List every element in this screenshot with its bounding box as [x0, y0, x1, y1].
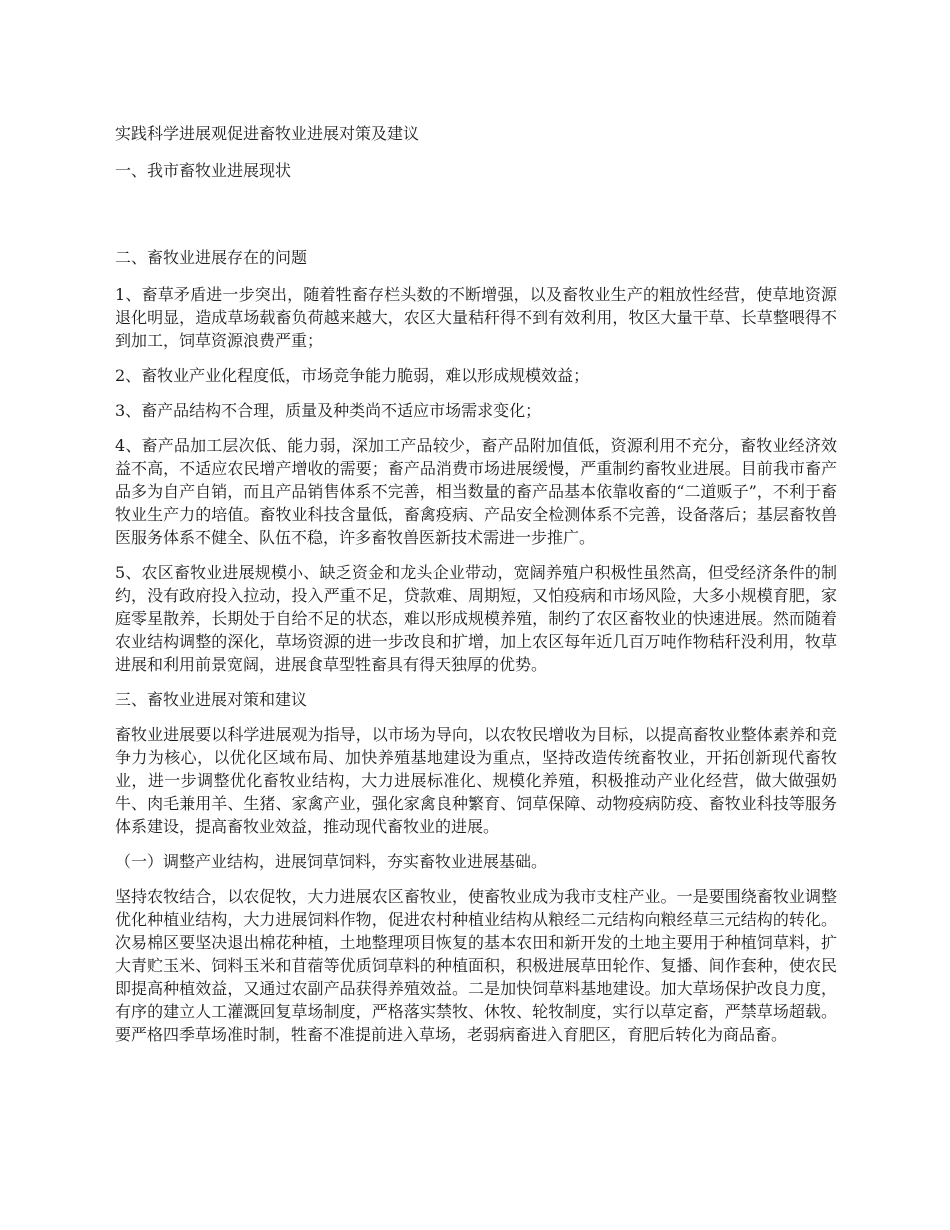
subsection-1-body-paragraph: 坚持农牧结合，以农促牧，大力进展农区畜牧业，使畜牧业成为我市支柱产业。一是要围绕畜牧业调整优化种植业结构，大力进展饲料作物，促进农村种植业结构从粮经二元结构向粮经草三元结构的转化。次易棉区要坚决退出棉花种植，土地整理项目恢复的基本农田和新开发的土地主要用于种植饲草料，扩大青贮玉米、饲料玉米和苜蓿等优质饲草料的种植面积，积极进展草田轮作、复播、间作套种，使农民即提高种植效益，又通过农副产品获得养殖效益。二是加快饲草料基地建设。加大草场保护改良力度，有序的建立人工灌溉回复草场制度，严格落实禁牧、休牧、轮牧制度，实行以草定畜，严禁草场超载。要严格四季草场准时制，牲畜不准提前进入草场，老弱病畜进入育肥区，育肥后转化为商品畜。: [115, 887, 837, 1044]
problem-paragraph-1: 1、畜草矛盾进一步突出，随着牲畜存栏头数的不断增强，以及畜牧业生产的粗放性经营，使草地资源退化明显，造成草场载畜负荷越来越大，农区大量秸秆得不到有效利用，牧区大量干草、长草整喂得不到加工，饲草资源浪费严重；: [115, 285, 837, 350]
problem-paragraph-4: 4、畜产品加工层次低、能力弱，深加工产品较少，畜产品附加值低，资源利用不充分，畜牧业经济效益不高，不适应农民增产增收的需要；畜产品消费市场进展缓慢，严重制约畜牧业进展。目前我市畜产品多为自产自销，而且产品销售体系不完善，相当数量的畜产品基本依靠收畜的“二道贩子”，不利于畜牧业生产力的培值。畜牧业科技含量低，畜禽疫病、产品安全检测体系不完善，设备落后；基层畜牧兽医服务体系不健全、队伍不稳，许多畜牧兽医新技术需进一步推广。: [115, 436, 837, 547]
section-heading-problems: 二、畜牧业进展存在的问题: [115, 248, 308, 267]
document-page: [115, 122, 837, 1058]
problem-paragraph-2: 2、畜牧业产业化程度低，市场竞争能力脆弱，难以形成规模效益；: [115, 366, 590, 385]
empty-section-space: [115, 196, 837, 246]
problem-paragraph-3: 3、畜产品结构不合理，质量及种类尚不适应市场需求变化；: [115, 401, 542, 420]
problem-paragraph-5: 5、农区畜牧业进展规模小、缺乏资金和龙头企业带动，宽阔养殖户积极性虽然高，但受经济条件的制约，没有政府投入拉动，投入严重不足，贷款难、周期短，又怕疫病和市场风险，大多小规模育肥，家庭零星散养，长期处于自给不足的状态，难以形成规模养殖，制约了农区畜牧业的快速进展。然而随着农业结构调整的深化，草场资源的进一步改良和扩增，加上农区每年近几百万吨作物秸秆没利用，牧草进展和利用前景宽阔，进展食草型牲畜具有得天独厚的优势。: [115, 563, 837, 674]
document-title: 实践科学进展观促进畜牧业进展对策及建议: [115, 124, 420, 143]
countermeasures-intro-paragraph: 畜牧业进展要以科学进展观为指导，以市场为导向，以农牧民增收为目标，以提高畜牧业整体素养和竞争力为核心，以优化区域布局、加快养殖基地建设为重点，坚持改造传统畜牧业，开拓创新现代畜牧业，进一步调整优化畜牧业结构，大力进展标准化、规模化养殖，积极推动产业化经营，做大做强奶牛、肉毛兼用羊、生猪、家禽产业，强化家禽良种繁育、饲草保障、动物疫病防疫、畜牧业科技等服务体系建设，提高畜牧业效益，推动现代畜牧业的进展。: [115, 725, 837, 836]
subsection-heading-1: （一）调整产业结构，进展饲草饲料，夯实畜牧业进展基础。: [115, 852, 548, 871]
section-heading-status: 一、我市畜牧业进展现状: [115, 161, 292, 180]
section-heading-countermeasures: 三、畜牧业进展对策和建议: [115, 690, 308, 709]
